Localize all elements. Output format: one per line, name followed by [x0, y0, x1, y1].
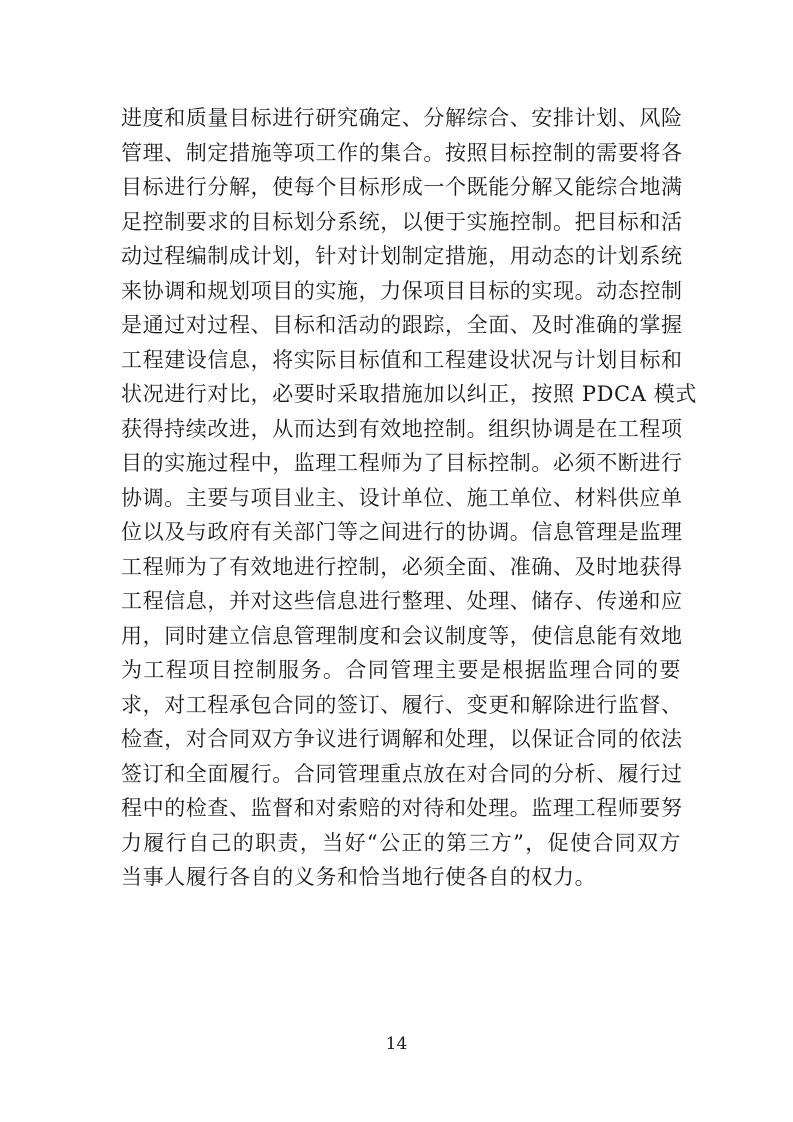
text-line: 签订和全面履行。合同管理重点放在对合同的分析、履行过 [121, 761, 683, 786]
text-line: 检查，对合同双方争议进行调解和处理，以保证合同的依法 [121, 727, 683, 751]
text-line: 程中的检查、监督和对索赔的对待和处理。监理工程师要努 [121, 796, 683, 820]
text-line: 目的实施过程中，监理工程师为了目标控制。必须不断进行 [121, 451, 683, 475]
text-line: 求，对工程承包合同的签订、履行、变更和解除进行监督、 [121, 692, 683, 717]
page-number: 14 [385, 1034, 408, 1054]
body-paragraph [121, 101, 697, 895]
text-line: 工程师为了有效地进行控制，必须全面、准确、及时地获得 [121, 554, 683, 579]
text-line: 用，同时建立信息管理制度和会议制度等，使信息能有效地 [121, 623, 683, 648]
text-line: 状况进行对比，必要时采取措施加以纠正，按照 PDCA 模式 [121, 382, 697, 406]
text-line: 力履行自己的职责，当好“公正的第三方”，促使合同双方 [121, 830, 681, 855]
text-line: 目标进行分解，使每个目标形成一个既能分解又能综合地满 [121, 175, 683, 199]
text-line: 当事人履行各自的义务和恰当地行使各自的权力。 [121, 865, 597, 889]
text-line: 进度和质量目标进行研究确定、分解综合、安排计划、风险 [121, 106, 683, 130]
text-line: 工程信息，并对这些信息进行整理、处理、储存、传递和应 [121, 589, 683, 613]
text-line: 动过程编制成计划，针对计划制定措施，用动态的计划系统 [121, 244, 683, 268]
text-line: 位以及与政府有关部门等之间进行的协调。信息管理是监理 [121, 520, 683, 544]
text-line: 工程建设信息，将实际目标值和工程建设状况与计划目标和 [121, 347, 683, 372]
text-line: 足控制要求的目标划分系统，以便于实施控制。把目标和活 [121, 209, 683, 234]
text-line: 为工程项目控制服务。合同管理主要是根据监理合同的要 [121, 658, 681, 682]
text-line: 是通过对过程、目标和活动的跟踪，全面、及时准确的掌握 [121, 313, 683, 337]
text-line: 管理、制定措施等项工作的集合。按照目标控制的需要将各 [121, 140, 683, 165]
text-line: 来协调和规划项目的实施，力保项目目标的实现。动态控制 [121, 278, 683, 303]
text-line: 获得持续改进，从而达到有效地控制。组织协调是在工程项 [121, 416, 683, 441]
text-line: 协调。主要与项目业主、设计单位、施工单位、材料供应单 [121, 485, 683, 510]
